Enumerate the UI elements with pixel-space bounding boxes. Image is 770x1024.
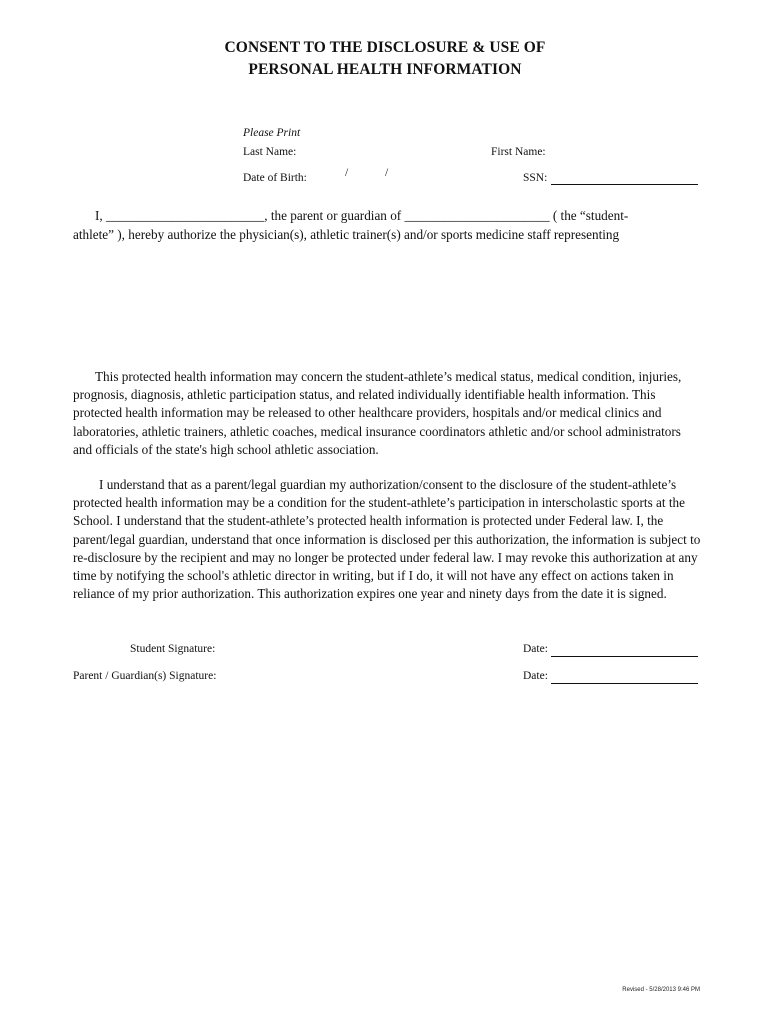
paragraph-health-info-text: This protected health information may concern the student-athlete’s medical status, medical condition, injuries, prognosis, diagnosis, athletic participation status, and related individually identifiable health information. This protected health information may be released to other healthcare providers, hospitals and/or medical clinics and laboratories, athletic trainers, athletic coaches, medical insurance coordinators athletic and/or school administrators and officials of the state's high school athletic association.	[73, 369, 682, 457]
document-title-line-2: PERSONAL HEALTH INFORMATION	[248, 61, 522, 78]
paragraph-understanding	[73, 476, 703, 603]
paragraph-health-info	[73, 368, 703, 459]
dob-label: Date of Birth:	[243, 172, 307, 184]
paragraph-understanding-text: I understand that as a parent/legal guardian my authorization/consent to the disclosure of the student-athlete’s protected health information may be a condition for the student-athlete’s participation in interscholastic sports at the School. I understand that the student-athlete’s protected health information is protected under Federal law. I, the parent/legal guardian, understand that once information is disclosed per this authorization, the information is subject to re-disclosure by the recipient and may no longer be protected under federal law. I may revoke this authorization at any time by notifying the school's athletic director in writing, but if I do, it will not have any effect on actions taken in reliance of my prior authorization. This authorization expires one year and ninety days from the date it is signed.	[73, 477, 701, 602]
parent-signature-label: Parent / Guardian(s) Signature:	[73, 670, 217, 682]
authorization-line-2: athlete” ), hereby authorize the physician(s), athletic trainer(s) and/or sports medicine staff representing	[73, 227, 620, 242]
parent-date-input-line[interactable]	[551, 683, 698, 684]
dob-separator-2: /	[385, 167, 389, 179]
dob-separator-1: /	[345, 167, 349, 179]
last-name-label: Last Name:	[243, 146, 297, 158]
student-date-label: Date:	[523, 643, 548, 655]
first-name-label: First Name:	[491, 146, 546, 158]
revision-footer: Revised - 5/28/2013 9:46 PM	[622, 987, 700, 993]
ssn-label: SSN:	[523, 172, 548, 184]
ssn-input-line[interactable]	[551, 184, 698, 185]
please-print-note: Please Print	[243, 127, 301, 139]
document-title-line-1: CONSENT TO THE DISCLOSURE & USE OF	[224, 39, 546, 56]
student-date-input-line[interactable]	[551, 656, 698, 657]
student-signature-label: Student Signature:	[130, 643, 216, 655]
authorization-line-1: I, ________________________, the parent or guardian of ______________________ ( the “student-	[95, 208, 629, 223]
parent-date-label: Date:	[523, 670, 548, 682]
